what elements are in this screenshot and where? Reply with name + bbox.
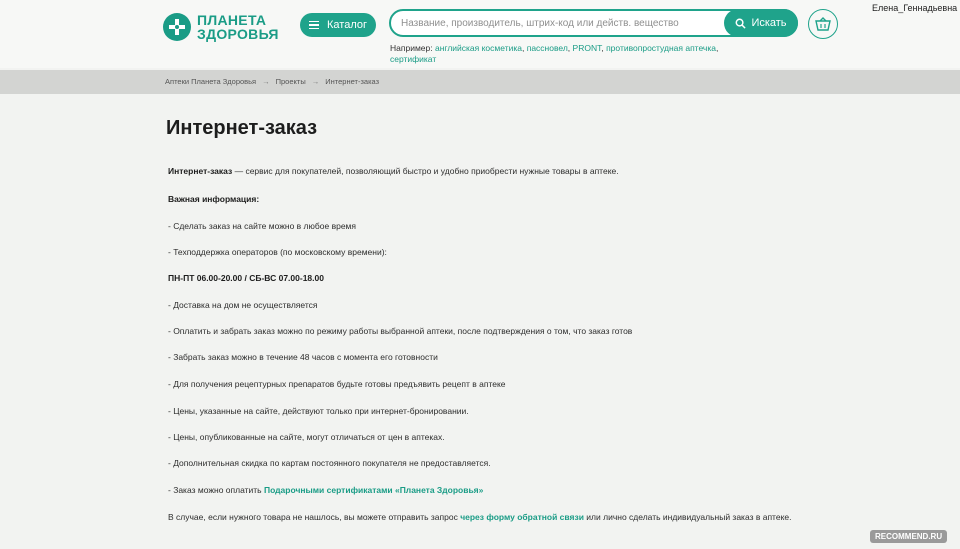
important-heading-text: Важная информация: bbox=[168, 194, 260, 204]
search-hints: Например: английская косметика, пассновел, PRONT, противопростудная аптечка, сертификат bbox=[390, 43, 719, 64]
basket-icon bbox=[815, 17, 831, 31]
info-item: - Оплатить и забрать заказ можно по режиму работы выбранной аптеки, после подтверждения о том, что заказ готов bbox=[168, 326, 633, 336]
feedback-form-link[interactable]: через форму обратной связи bbox=[460, 512, 584, 522]
breadcrumb-bar bbox=[0, 70, 960, 94]
arrow-right-icon: → bbox=[262, 77, 270, 86]
search-box bbox=[389, 9, 798, 37]
menu-icon bbox=[309, 21, 319, 30]
user-name: Елена_Геннадьевна bbox=[872, 3, 958, 13]
schedule-text: ПН-ПТ 06.00-20.00 / СБ-ВС 07.00-18.00 bbox=[168, 273, 324, 283]
hint-prefix: Например: bbox=[390, 43, 433, 53]
hint-link[interactable]: PRONT bbox=[572, 43, 602, 53]
logo-line-2: ЗДОРОВЬЯ bbox=[197, 26, 279, 42]
breadcrumb-item[interactable]: Проекты bbox=[275, 77, 306, 86]
breadcrumb-item[interactable]: Аптеки Планета Здоровья bbox=[165, 77, 257, 86]
info-item: - Для получения рецептурных препаратов будьте готовы предъявить рецепт в аптеке bbox=[168, 379, 506, 389]
gift-certificates-link[interactable]: Подарочными сертификатами «Планета Здоровья» bbox=[263, 485, 484, 495]
intro-bold: Интернет-заказ bbox=[168, 166, 233, 176]
site-header bbox=[0, 0, 960, 68]
breadcrumb-item-current: Интернет-заказ bbox=[325, 77, 380, 86]
schedule bbox=[168, 273, 324, 283]
search-icon bbox=[735, 18, 746, 29]
cart-button[interactable] bbox=[808, 9, 838, 39]
footer-paragraph bbox=[168, 512, 792, 522]
hint-link[interactable]: противопростудная аптечка bbox=[606, 43, 716, 53]
intro-text: — сервис для покупателей, позволяющий быстро и удобно приобрести нужные товары в аптеке. bbox=[232, 166, 619, 176]
hint-link[interactable]: пассновел bbox=[526, 43, 568, 53]
info-item: - Цены, опубликованные на сайте, могут отличаться от цен в аптеках. bbox=[168, 432, 445, 442]
footer-text-end: или лично сделать индивидуальный заказ в аптеке. bbox=[583, 512, 792, 522]
catalog-button[interactable] bbox=[300, 13, 376, 37]
arrow-right-icon: → bbox=[311, 77, 320, 86]
breadcrumb bbox=[165, 77, 379, 86]
site-logo[interactable] bbox=[163, 13, 279, 41]
search-button-label: Искать bbox=[751, 17, 787, 29]
watermark: RECOMMEND.RU bbox=[870, 530, 947, 543]
info-item: - Техподдержка операторов (по московскому времени): bbox=[168, 247, 387, 257]
logo-line-1: ПЛАНЕТА bbox=[197, 12, 267, 28]
info-item bbox=[168, 485, 483, 495]
info-item: - Забрать заказ можно в течение 48 часов с момента его готовности bbox=[168, 352, 438, 362]
intro-paragraph bbox=[168, 166, 619, 176]
catalog-label: Каталог bbox=[327, 19, 367, 31]
footer-text: В случае, если нужного товара не нашлось, вы можете отправить запрос bbox=[168, 512, 461, 522]
info-item: - Доставка на дом не осуществляется bbox=[168, 300, 318, 310]
hint-link[interactable]: сертификат bbox=[390, 54, 437, 64]
logo-text bbox=[197, 13, 279, 41]
search-input[interactable] bbox=[401, 14, 721, 32]
info-item: - Дополнительная скидка по картам постоянного покупателя не предоставляется. bbox=[168, 458, 491, 468]
info-item: - Цены, указанные на сайте, действуют только при интернет-бронировании. bbox=[168, 406, 469, 416]
page-title: Интернет-заказ bbox=[166, 117, 318, 139]
cross-leaf-icon bbox=[163, 13, 191, 41]
info-item: - Сделать заказ на сайте можно в любое время bbox=[168, 221, 356, 231]
important-heading bbox=[168, 194, 259, 204]
search-button[interactable] bbox=[724, 9, 798, 37]
hint-link[interactable]: английская косметика bbox=[434, 43, 522, 53]
info-item-text: - Заказ можно оплатить bbox=[168, 485, 264, 495]
